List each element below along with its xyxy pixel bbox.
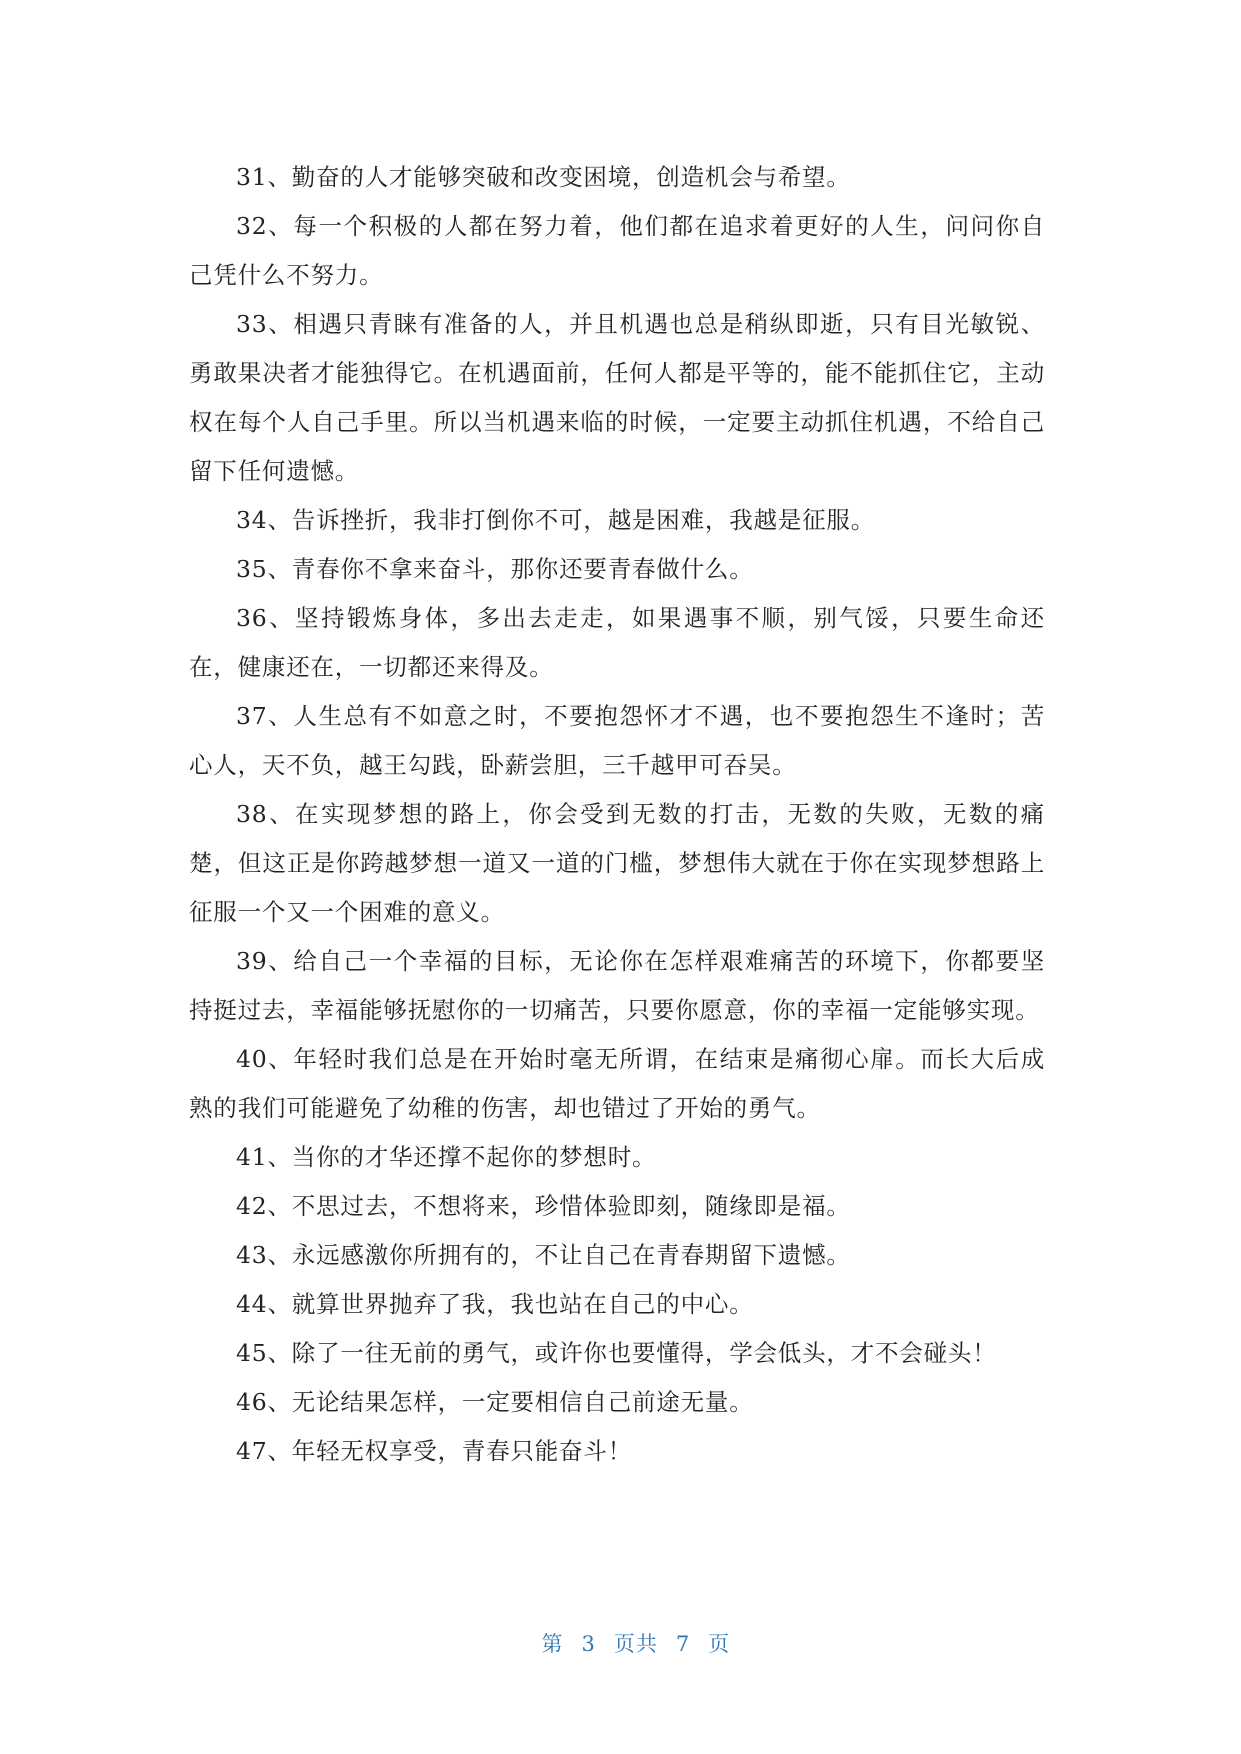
paragraph-46: 46、无论结果怎样，一定要相信自己前途无量。	[236, 1388, 754, 1416]
paragraph-37: 37、人生总有不如意之时，不要抱怨怀才不遇，也不要抱怨生不逢时；苦心人，天不负，越王勾践，卧薪尝胆，三千越甲可吞吴。	[189, 702, 1045, 779]
paragraph-31: 31、勤奋的人才能够突破和改变困境，创造机会与希望。	[236, 163, 851, 191]
paragraph-33: 33、相遇只青睐有准备的人，并且机遇也总是稍纵即逝，只有目光敏锐、勇敢果决者才能独得它。在机遇面前，任何人都是平等的，能不能抓住它，主动权在每个人自己手里。所以当机遇来临的时候，一定要主动抓住机遇，不给自己留下任何遗憾。	[189, 310, 1045, 485]
paragraph-36: 36、坚持锻炼身体，多出去走走，如果遇事不顺，别气馁，只要生命还在，健康还在，一切都还来得及。	[189, 604, 1045, 681]
current-page-number: 3	[581, 1632, 596, 1656]
total-pages-number: 7	[675, 1632, 691, 1656]
page-label-suffix: 页	[708, 1632, 731, 1656]
paragraph-39: 39、给自己一个幸福的目标，无论你在怎样艰难痛苦的环境下，你都要坚持挺过去，幸福能够抚慰你的一切痛苦，只要你愿意，你的幸福一定能够实现。	[189, 947, 1045, 1024]
paragraph-47: 47、年轻无权享受，青春只能奋斗！	[236, 1437, 633, 1465]
document-body	[189, 153, 1045, 1476]
paragraph-43: 43、永远感激你所拥有的，不让自己在青春期留下遗憾。	[236, 1241, 851, 1269]
paragraph-42: 42、不思过去，不想将来，珍惜体验即刻，随缘即是福。	[236, 1192, 851, 1220]
paragraph-34: 34、告诉挫折，我非打倒你不可，越是困难，我越是征服。	[236, 506, 876, 534]
paragraph-32: 32、每一个积极的人都在努力着，他们都在追求着更好的人生，问问你自己凭什么不努力。	[189, 212, 1045, 289]
page-number-footer	[0, 1604, 1241, 1682]
paragraph-41: 41、当你的才华还撑不起你的梦想时。	[236, 1143, 657, 1171]
paragraph-45: 45、除了一往无前的勇气，或许你也要懂得，学会低头，才不会碰头！	[236, 1339, 997, 1367]
paragraph-35: 35、青春你不拿来奋斗，那你还要青春做什么。	[236, 555, 754, 583]
page-label-middle: 页共	[613, 1632, 658, 1656]
paragraph-38: 38、在实现梦想的路上，你会受到无数的打击，无数的失败，无数的痛楚，但这正是你跨越梦想一道又一道的门槛，梦想伟大就在于你在实现梦想路上征服一个又一个困难的意义。	[189, 800, 1045, 926]
page-label-prefix: 第	[541, 1632, 564, 1656]
paragraph-44: 44、就算世界抛弃了我，我也站在自己的中心。	[236, 1290, 754, 1318]
paragraph-40: 40、年轻时我们总是在开始时毫无所谓，在结束是痛彻心扉。而长大后成熟的我们可能避免了幼稚的伤害，却也错过了开始的勇气。	[189, 1045, 1045, 1122]
